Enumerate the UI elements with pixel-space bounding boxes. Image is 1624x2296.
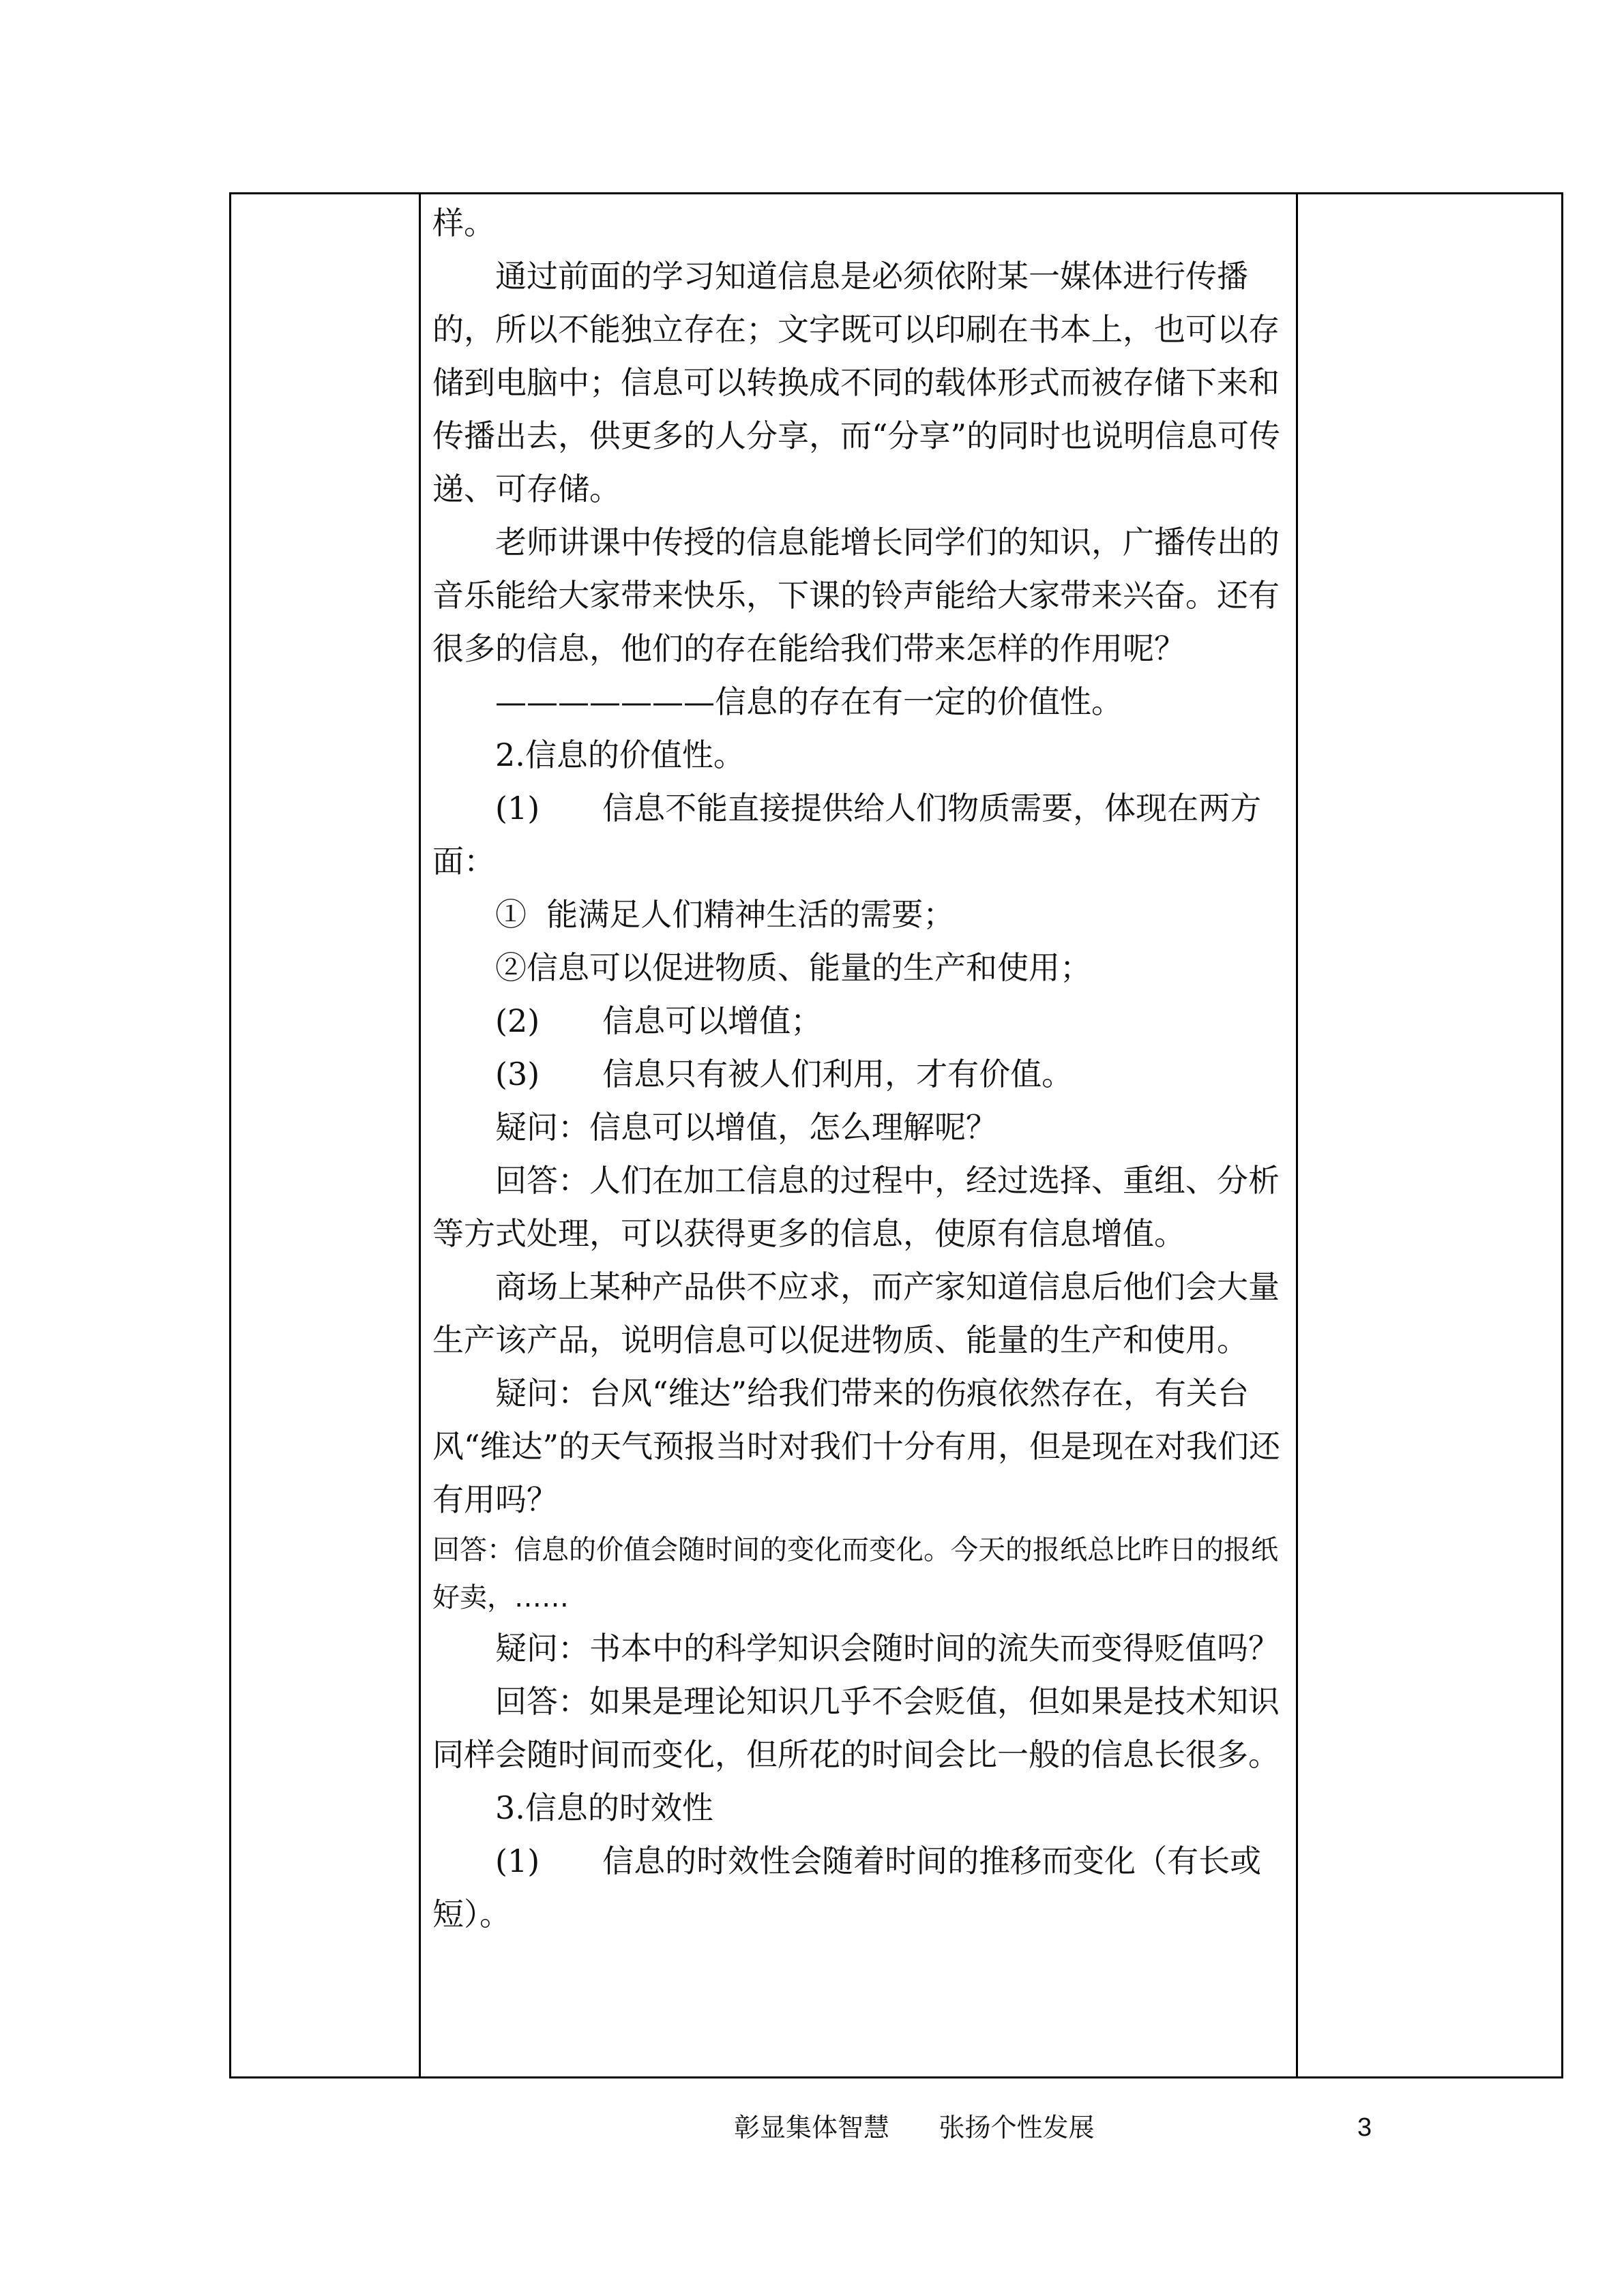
footer-motto-right: 张扬个性发展 <box>939 2113 1095 2143</box>
answer: 回答：信息的价值会随时间的变化而变化。今天的报纸总比昨日的报纸好卖，…… <box>432 1534 1278 1613</box>
question: 疑问：台风“维达”给我们带来的伤痕依然存在，有关台风“维达”的天气预报当时对我们十分有用，但是现在对我们还有用吗？ <box>432 1375 1281 1518</box>
page-number: 3 <box>1357 2113 1372 2142</box>
footer-motto <box>734 2108 1095 2147</box>
question: 疑问：书本中的科学知识会随时间的流失而变得贬值吗？ <box>495 1630 1280 1667</box>
paragraph: ———————信息的存在有一定的价值性。 <box>495 683 1123 720</box>
column-divider-1 <box>419 194 421 2076</box>
list-item: (3) 信息只有被人们利用，才有价值。 <box>495 1056 1074 1092</box>
paragraph: 商场上某种产品供不应求，而产家知道信息后他们会大量生产该产品，说明信息可以促进物质、能量的生产和使用。 <box>432 1268 1280 1358</box>
list-item: (2) 信息可以增值； <box>495 1002 823 1039</box>
list-item: ②信息可以促进物质、能量的生产和使用； <box>495 949 1091 986</box>
answer: 回答：如果是理论知识几乎不会贬值，但如果是技术知识同样会随时间而变化，但所花的时间会比一般的信息长很多。 <box>432 1683 1280 1773</box>
list-item: ① 能满足人们精神生活的需要； <box>495 896 955 933</box>
column-divider-2 <box>1296 194 1298 2076</box>
footer-motto-left: 彰显集体智慧 <box>734 2113 890 2143</box>
lesson-content <box>432 196 1284 1941</box>
paragraph: 样。 <box>432 205 495 241</box>
section-heading: 3.信息的时效性 <box>495 1789 713 1826</box>
answer: 回答：人们在加工信息的过程中，经过选择、重组、分析等方式处理，可以获得更多的信息，使原有信息增值。 <box>432 1162 1280 1252</box>
paragraph: 老师讲课中传授的信息能增长同学们的知识，广播传出的音乐能给大家带来快乐，下课的铃声能给大家带来兴奋。还有很多的信息，他们的存在能给我们带来怎样的作用呢？ <box>432 524 1280 667</box>
question: 疑问：信息可以增值，怎么理解呢？ <box>495 1109 997 1146</box>
section-heading: 2.信息的价值性。 <box>495 736 745 773</box>
list-item: (1) 信息不能直接提供给人们物质需要，体现在两方面： <box>432 790 1262 880</box>
paragraph: 通过前面的学习知道信息是必须依附某一媒体进行传播的，所以不能独立存在；文字既可以印刷在书本上，也可以存储到电脑中；信息可以转换成不同的载体形式而被存储下来和传播出去，供更多的人分享，而“分享”的同时也说明信息可传递、可存储。 <box>432 258 1281 507</box>
list-item: (1) 信息的时效性会随着时间的推移而变化（有长或短）。 <box>432 1843 1262 1933</box>
